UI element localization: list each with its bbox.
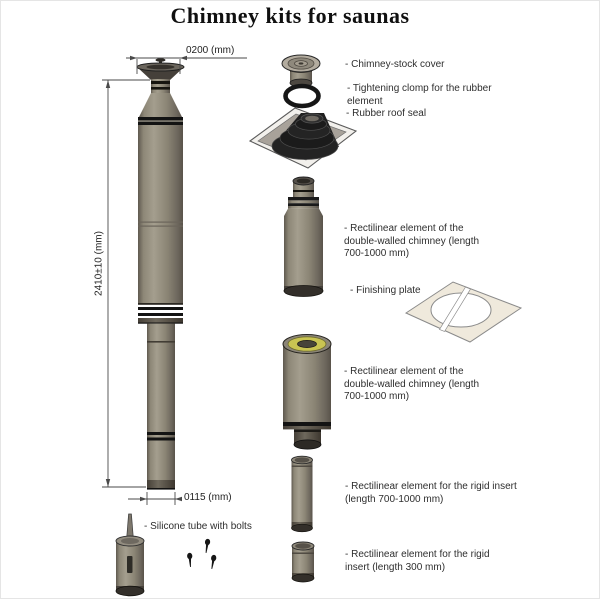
dimension-bottom-diameter: 0115 (mm) bbox=[184, 492, 232, 503]
label-rigid-insert-short: - Rectilinear element for the rigid insert (length 300 mm) bbox=[345, 549, 490, 573]
rubber-roof-seal-drawing bbox=[250, 108, 356, 168]
label-double-walled-element-lower: - Rectilinear element of the double-walled chimney (length 700-1000 mm) bbox=[344, 366, 480, 402]
dimension-total-height: 2410±10 (mm) bbox=[93, 231, 105, 296]
double-walled-element-upper-drawing bbox=[284, 177, 323, 297]
label-silicone-tube: - Silicone tube with bolts bbox=[144, 521, 252, 532]
assembled-chimney-drawing bbox=[137, 58, 184, 489]
double-walled-element-lower-drawing bbox=[283, 335, 331, 450]
label-rigid-insert-long: - Rectilinear element for the rigid insert (length 700-1000 mm) bbox=[345, 481, 517, 505]
label-finishing-plate: - Finishing plate bbox=[350, 285, 421, 296]
silicone-tube-drawing bbox=[116, 514, 144, 596]
label-chimney-stock-cover: - Chimney-stock cover bbox=[345, 59, 445, 70]
label-tightening-clamp: - Tightening clomp for the rubber element bbox=[347, 83, 492, 107]
tightening-clamp-drawing bbox=[286, 86, 319, 106]
rigid-insert-short-drawing bbox=[292, 542, 314, 582]
dimension-top-diameter: 0200 (mm) bbox=[186, 45, 235, 56]
label-double-walled-element-upper: - Rectilinear element of the double-walled chimney (length 700-1000 mm) bbox=[344, 223, 480, 259]
label-rubber-roof-seal: - Rubber roof seal bbox=[346, 108, 427, 119]
page-title: Chimney kits for saunas bbox=[170, 3, 410, 28]
bolts-drawing bbox=[187, 539, 217, 570]
chimney-stock-cover-drawing bbox=[282, 55, 320, 87]
